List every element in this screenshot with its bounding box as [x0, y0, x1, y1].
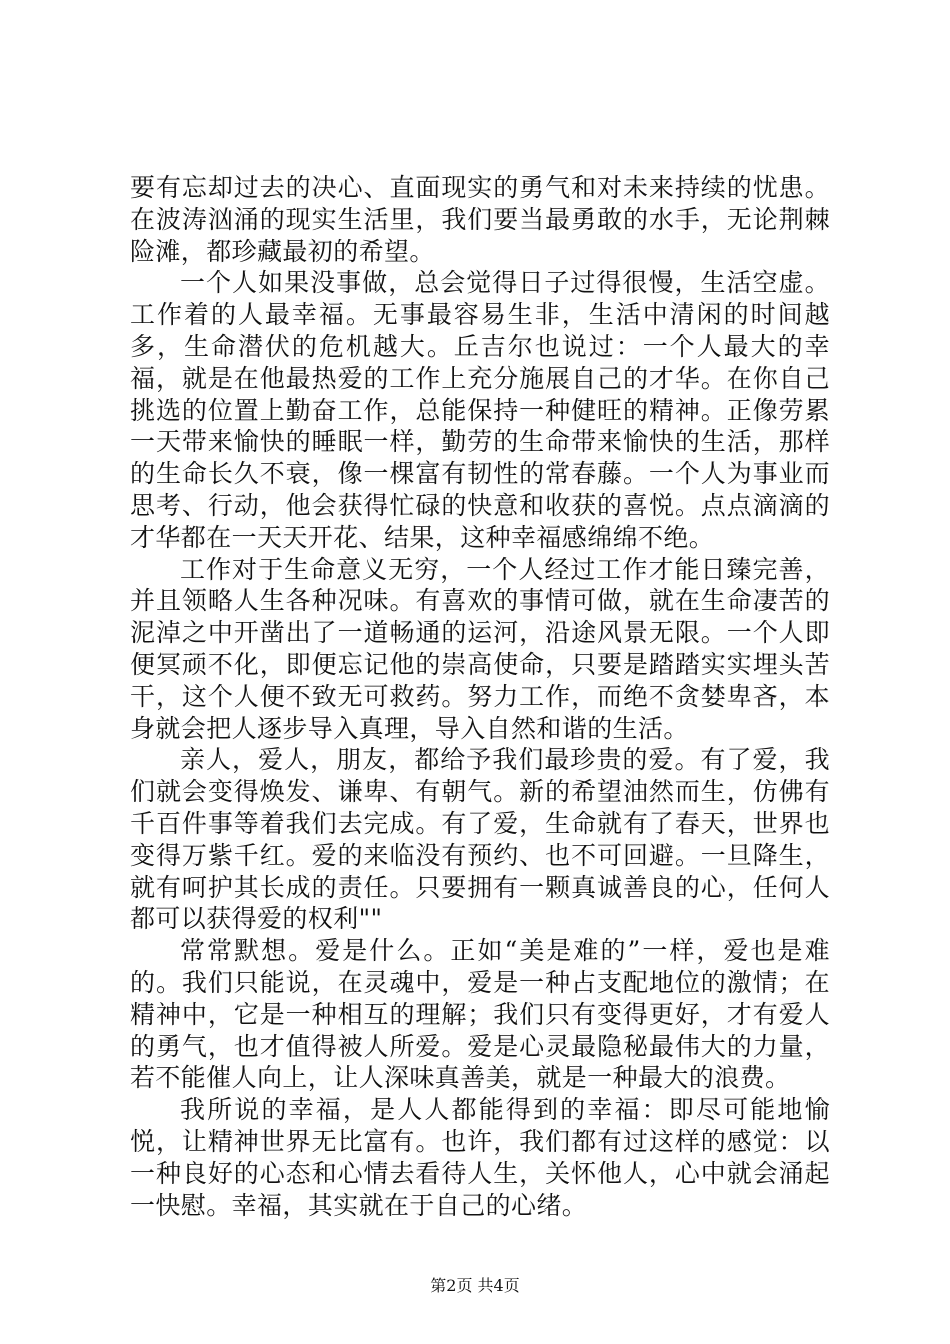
paragraph: 一个人如果没事做，总会觉得日子过得很慢，生活空虚。工作着的人最幸福。无事最容易生非，生活中清闲的时间越多，生命潜伏的危机越大。丘吉尔也说过：一个人最大的幸福，就是在他最热爱的工作上充分施展自己的才华。在你自己挑选的位置上勤奋工作，总能保持一种健旺的精神。正像劳累一天带来愉快的睡眠一样，勤劳的生命带来愉快的生活，那样的生命长久不衰，像一棵富有韧性的常春藤。一个人为事业而思考、行动，他会获得忙碌的快意和收获的喜悦。点点滴滴的才华都在一天天开花、结果，这种幸福感绵绵不绝。 [130, 268, 830, 552]
paragraph: 我所说的幸福，是人人都能得到的幸福：即尽可能地愉悦，让精神世界无比富有。也许，我们都有过这样的感觉：以一种良好的心态和心情去看待人生，关怀他人，心中就会涌起一快慰。幸福，其实就在于自己的心绪。 [130, 1095, 830, 1220]
paragraph: 常常默想。爱是什么。正如“美是难的”一样，爱也是难的。我们只能说，在灵魂中，爱是一种占支配地位的激情；在精神中，它是一种相互的理解；我们只有变得更好，才有爱人的勇气，也才值得被人所爱。爱是心灵最隐秘最伟大的力量，若不能催人向上，让人深味真善美，就是一种最大的浪费。 [130, 936, 830, 1093]
paragraph: 工作对于生命意义无穷，一个人经过工作才能日臻完善，并且领略人生各种况味。有喜欢的事情可做，就在生命凄苦的泥淖之中开凿出了一道畅通的运河，沿途风景无限。一个人即便冥顽不化，即便忘记他的崇高使命，只要是踏踏实实埋头苦干，这个人便不致无可救药。努力工作，而绝不贪婪卑吝，本身就会把人逐步导入真理，导入自然和谐的生活。 [130, 554, 830, 743]
paragraph: 亲人，爱人，朋友，都给予我们最珍贵的爱。有了爱，我们就会变得焕发、谦卑、有朝气。新的希望油然而生，仿佛有千百件事等着我们去完成。有了爱，生命就有了春天，世界也变得万紫千红。爱的来临没有预约、也不可回避。一旦降生，就有呵护其长成的责任。只要拥有一颗真诚善良的心，任何人都可以获得爱的权利"" [130, 745, 830, 934]
page-number-footer: 第2页 共4页 [430, 1276, 520, 1295]
paragraph: 要有忘却过去的决心、直面现实的勇气和对未来持续的忧患。在波涛汹涌的现实生活里，我们要当最勇敢的水手，无论荆棘险滩，都珍藏最初的希望。 [130, 173, 830, 266]
body-text [130, 172, 830, 1221]
